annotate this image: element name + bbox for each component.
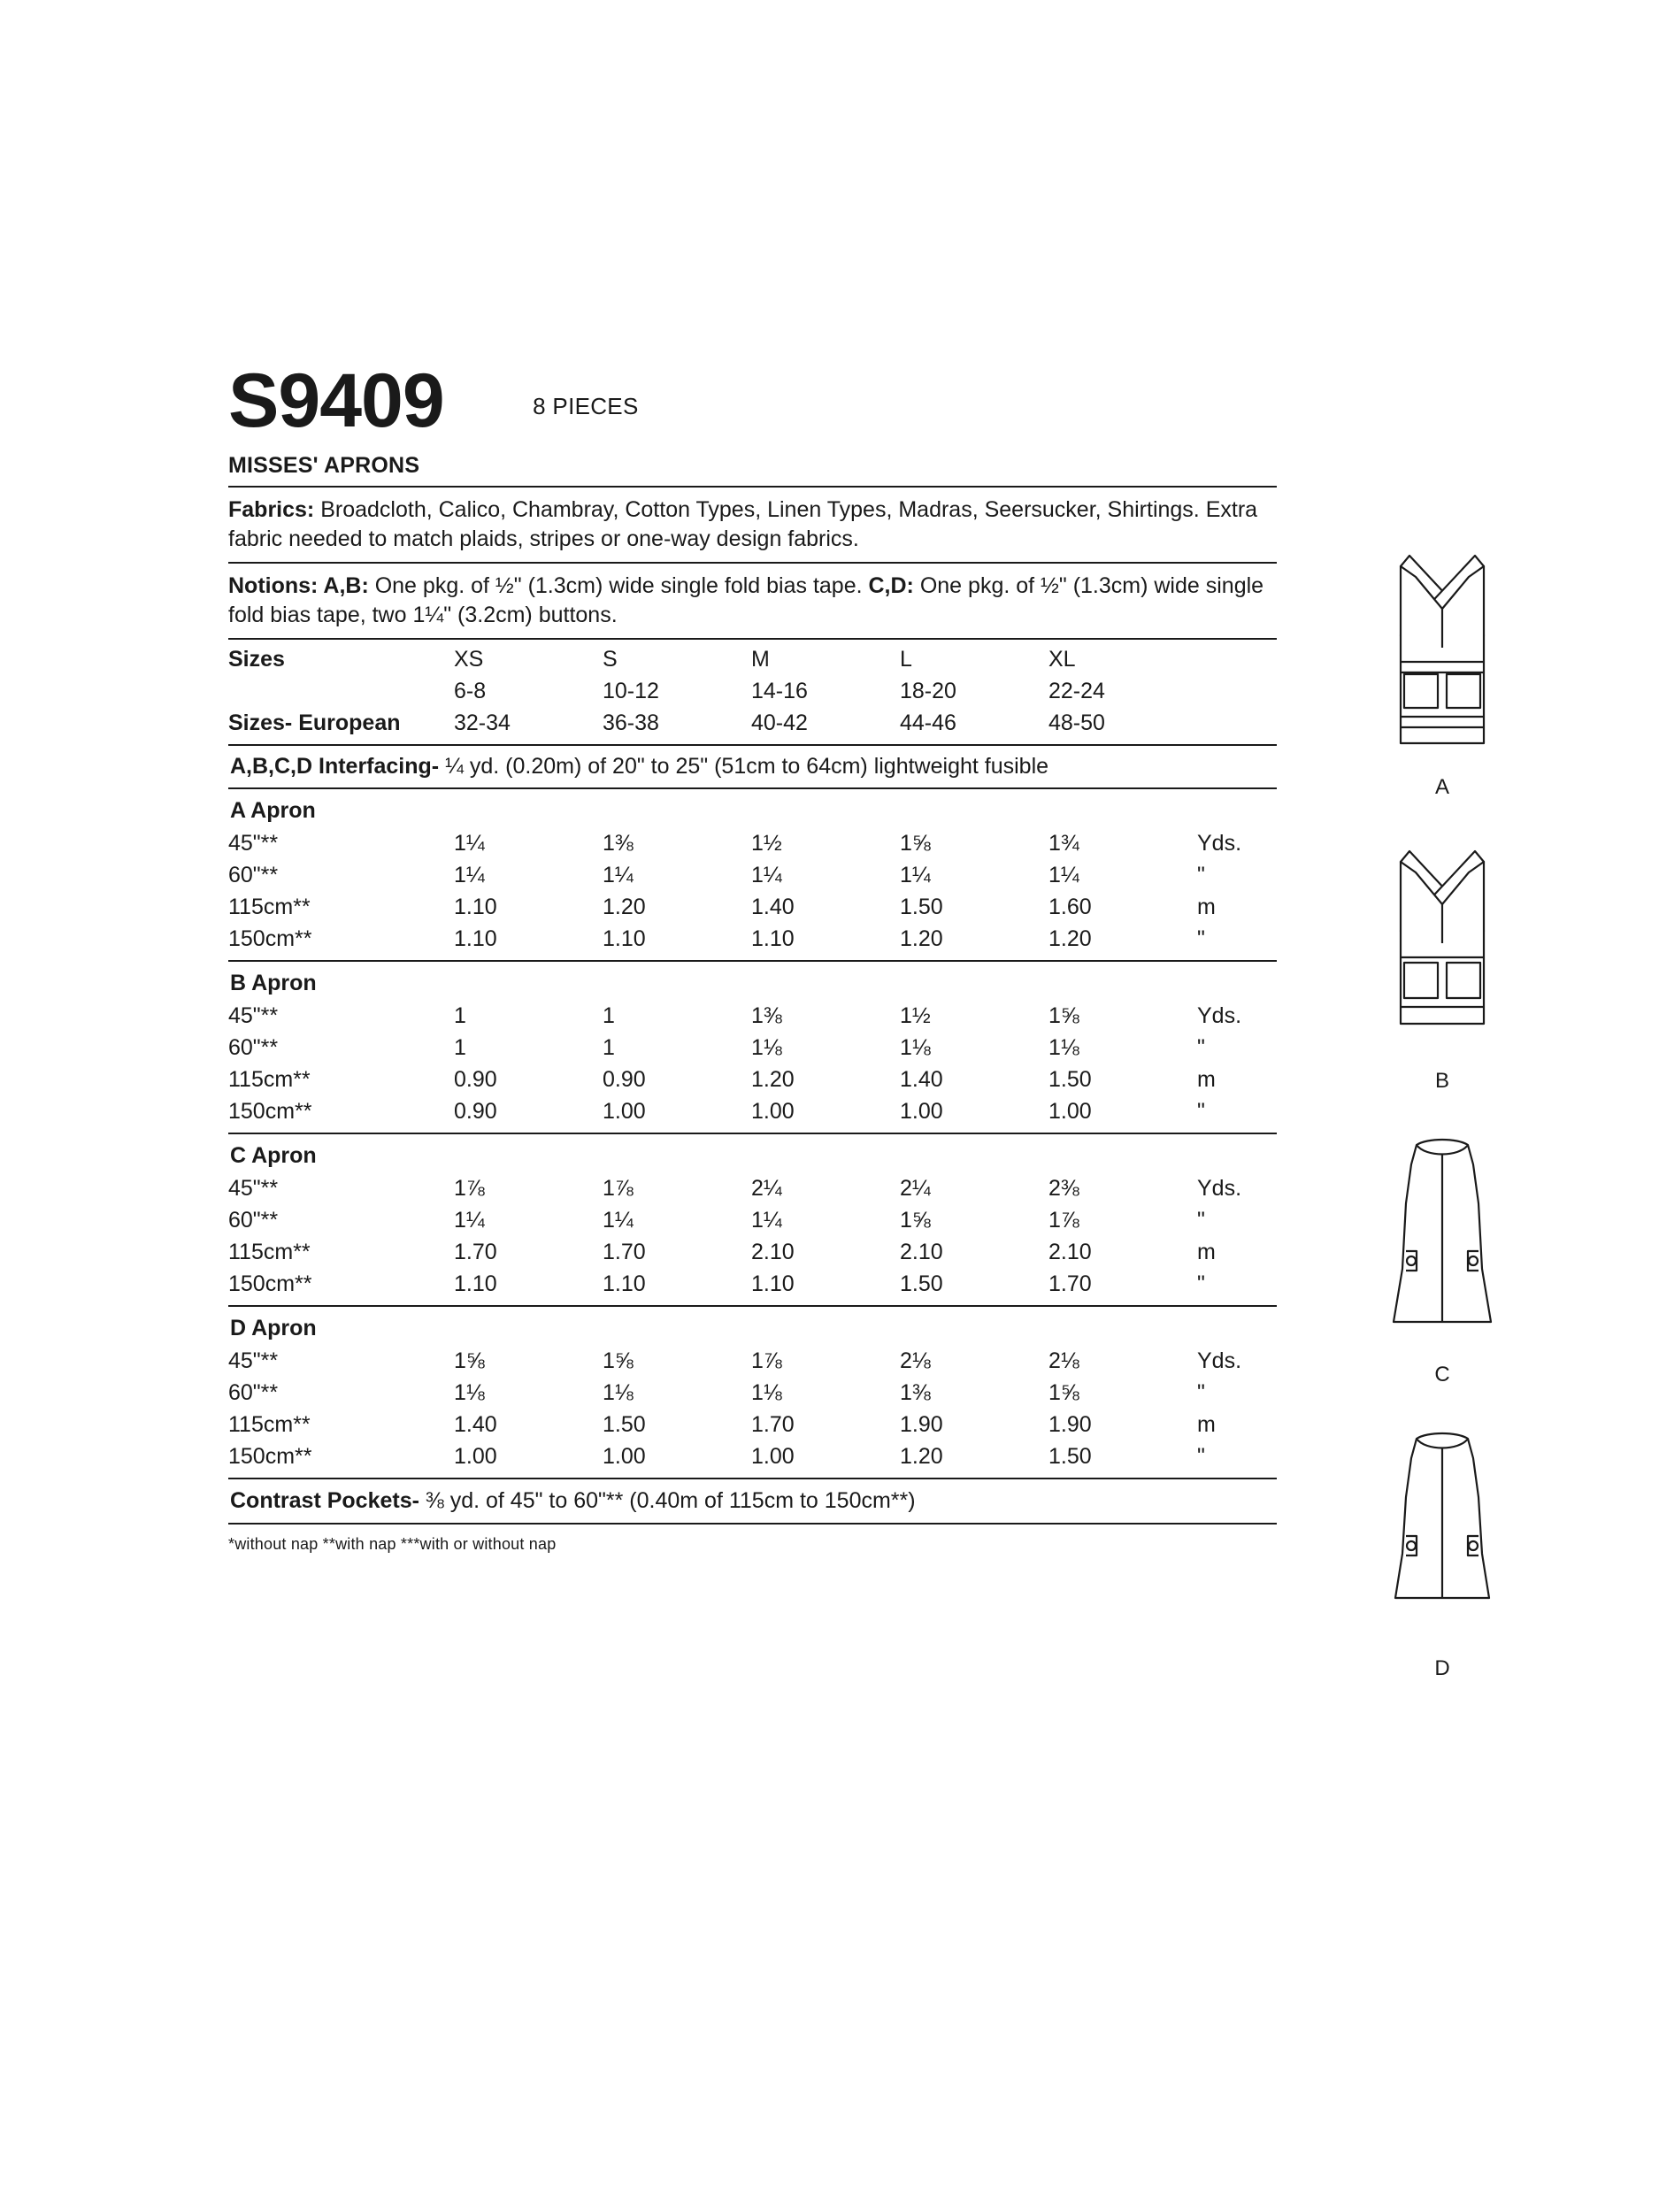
- yardage-m: 1.40: [751, 895, 795, 919]
- yardage-m: 1⅛: [751, 1035, 782, 1060]
- sizes-european-label: Sizes- European: [228, 710, 401, 735]
- yardage-xs: 1: [454, 1003, 466, 1028]
- yardage-l: 1⅛: [900, 1035, 931, 1060]
- yardage-table-b: [228, 1000, 1277, 1127]
- yardage-m: 1⅛: [751, 1380, 782, 1405]
- yardage-s: 1.70: [603, 1240, 646, 1264]
- yardage-xs: 1⅛: [454, 1380, 485, 1405]
- yardage-m: 1.00: [751, 1099, 795, 1124]
- yardage-l: 1.40: [900, 1067, 943, 1092]
- yardage-s: 0.90: [603, 1067, 646, 1092]
- size-eu-xs: 32-34: [454, 710, 511, 735]
- pieces-count: 8 PIECES: [533, 393, 639, 419]
- table-row-sizes-letters: [228, 643, 1277, 675]
- yardage-l: 1.00: [900, 1099, 943, 1124]
- table-row-sizes-european: [228, 707, 1277, 739]
- yardage-xl: 1.50: [1048, 1067, 1092, 1092]
- interfacing-label: A,B,C,D Interfacing-: [230, 754, 440, 779]
- apron-view-a-label: A: [1434, 775, 1449, 799]
- yardage-xs: 0.90: [454, 1067, 497, 1092]
- yardage-unit: Yds.: [1197, 1003, 1242, 1028]
- yardage-heading-d: D Apron: [230, 1316, 317, 1340]
- yardage-xl: 1⅛: [1048, 1035, 1079, 1060]
- table-row: [228, 1095, 1277, 1127]
- table-row: [228, 1268, 1277, 1300]
- table-row: [228, 1064, 1277, 1095]
- yardage-m: 1.10: [751, 926, 795, 951]
- yardage-l: 1⅝: [900, 1208, 931, 1233]
- yardage-xs: 1.70: [454, 1240, 497, 1264]
- yardage-xs: 1⅞: [454, 1176, 485, 1201]
- yardage-unit: ": [1197, 1444, 1205, 1469]
- apron-view-d: [1340, 1412, 1544, 1681]
- yardage-s: 1.20: [603, 895, 646, 919]
- sizes-label: Sizes: [228, 647, 285, 672]
- table-row: [228, 1000, 1277, 1032]
- yardage-s: 1⅞: [603, 1176, 634, 1201]
- yardage-table-c: [228, 1172, 1277, 1300]
- notions-label-ab: Notions: A,B:: [228, 573, 369, 598]
- yardage-xl: 1⅝: [1048, 1003, 1079, 1028]
- yardage-xl: 1.60: [1048, 895, 1092, 919]
- notions-text-ab: One pkg. of ½" (1.3cm) wide single fold bias tape.: [368, 573, 869, 598]
- fabric-width: 45"**: [228, 1348, 279, 1373]
- fabric-width: 45"**: [228, 831, 279, 856]
- size-letter-xl: XL: [1048, 647, 1076, 672]
- yardage-l: 2¼: [900, 1176, 931, 1201]
- table-row: [228, 1345, 1277, 1377]
- yardage-heading-a: A Apron: [230, 798, 316, 823]
- yardage-xs: 1.10: [454, 1271, 497, 1296]
- yardage-xl: 1.20: [1048, 926, 1092, 951]
- table-row: [228, 1377, 1277, 1409]
- yardage-s: 1.50: [603, 1412, 646, 1437]
- pattern-info-panel: [228, 358, 1290, 1554]
- header-row: [228, 358, 1290, 443]
- fabric-width: 115cm**: [228, 1240, 311, 1264]
- apron-view-d-label: D: [1434, 1656, 1450, 1680]
- table-row: [228, 1236, 1277, 1268]
- yardage-unit: ": [1197, 1099, 1205, 1124]
- yardage-s: 1.00: [603, 1099, 646, 1124]
- yardage-m: 2¼: [751, 1176, 782, 1201]
- table-row-sizes-us: [228, 675, 1277, 707]
- yardage-xl: 1.00: [1048, 1099, 1092, 1124]
- yardage-xl: 1.70: [1048, 1271, 1092, 1296]
- yardage-xs: 1: [454, 1035, 466, 1060]
- fabric-width: 115cm**: [228, 895, 311, 919]
- sizes-table: [228, 643, 1277, 739]
- fabric-width: 115cm**: [228, 1412, 311, 1437]
- table-row: [228, 1409, 1277, 1440]
- size-us-xl: 22-24: [1048, 679, 1105, 703]
- yardage-s: 1.10: [603, 1271, 646, 1296]
- yardage-unit: m: [1197, 1067, 1216, 1092]
- interfacing-text: ¼ yd. (0.20m) of 20" to 25" (51cm to 64cm) lightweight fusible: [439, 754, 1049, 779]
- interfacing-line: [228, 746, 1290, 787]
- size-letter-xs: XS: [454, 647, 484, 672]
- illustrations-column: [1310, 531, 1575, 1706]
- fabric-width: 150cm**: [228, 1271, 312, 1296]
- sizes-us-label: [228, 675, 454, 707]
- fabric-width: 45"**: [228, 1176, 279, 1201]
- apron-view-b: [1340, 825, 1544, 1094]
- fabric-width: 45"**: [228, 1003, 279, 1028]
- apron-view-a: [1340, 531, 1544, 800]
- table-row: [228, 1172, 1277, 1204]
- size-eu-l: 44-46: [900, 710, 956, 735]
- fabric-width: 150cm**: [228, 1099, 312, 1124]
- size-eu-s: 36-38: [603, 710, 659, 735]
- yardage-s: 1: [603, 1035, 615, 1060]
- yardage-xl: 2⅜: [1048, 1176, 1079, 1201]
- notions-label-cd: C,D:: [868, 573, 914, 598]
- yardage-xl: 1¼: [1048, 863, 1079, 887]
- yardage-s: 1.10: [603, 926, 646, 951]
- nap-footnote: *without nap **with nap ***with or without nap: [228, 1535, 557, 1553]
- size-letter-l: L: [900, 647, 912, 672]
- sizes-unit-blank: [1197, 643, 1277, 675]
- size-eu-m: 40-42: [751, 710, 808, 735]
- yardage-unit: ": [1197, 1035, 1205, 1060]
- yardage-xs: 1¼: [454, 831, 485, 856]
- size-letter-m: M: [751, 647, 770, 672]
- fabric-width: 60"**: [228, 1380, 279, 1405]
- yardage-s: 1⅜: [603, 831, 634, 856]
- yardage-s: 1⅛: [603, 1380, 634, 1405]
- size-letter-s: S: [603, 647, 618, 672]
- yardage-l: 1½: [900, 1003, 931, 1028]
- yardage-s: 1: [603, 1003, 615, 1028]
- yardage-xs: 1.10: [454, 895, 497, 919]
- table-row: [228, 1204, 1277, 1236]
- yardage-xs: 1¼: [454, 1208, 485, 1233]
- size-us-l: 18-20: [900, 679, 956, 703]
- yardage-unit: ": [1197, 926, 1205, 951]
- contrast-pockets-text: ⅜ yd. of 45" to 60"** (0.40m of 115cm to 150cm**): [419, 1488, 916, 1513]
- yardage-m: 1.20: [751, 1067, 795, 1092]
- yardage-m: 1¼: [751, 1208, 782, 1233]
- size-us-s: 10-12: [603, 679, 659, 703]
- fabric-width: 150cm**: [228, 926, 312, 951]
- yardage-l: 1¼: [900, 863, 931, 887]
- yardage-unit: m: [1197, 1412, 1216, 1437]
- yardage-unit: ": [1197, 1208, 1205, 1233]
- contrast-pockets-line: [228, 1479, 1290, 1523]
- yardage-s: 1.00: [603, 1444, 646, 1469]
- yardage-l: 2.10: [900, 1240, 943, 1264]
- yardage-l: 1⅝: [900, 831, 931, 856]
- yardage-s: 1¼: [603, 863, 634, 887]
- table-row: [228, 891, 1277, 923]
- yardage-unit: Yds.: [1197, 831, 1242, 856]
- yardage-m: 1¼: [751, 863, 782, 887]
- yardage-unit: ": [1197, 1380, 1205, 1405]
- size-us-m: 14-16: [751, 679, 808, 703]
- size-eu-xl: 48-50: [1048, 710, 1105, 735]
- yardage-heading-b: B Apron: [230, 971, 317, 995]
- yardage-m: 1.00: [751, 1444, 795, 1469]
- fabric-width: 115cm**: [228, 1067, 311, 1092]
- yardage-m: 2.10: [751, 1240, 795, 1264]
- yardage-xl: 2⅛: [1048, 1348, 1079, 1373]
- yardage-xs: 1.10: [454, 926, 497, 951]
- fabric-width: 60"**: [228, 863, 279, 887]
- fabrics-text: Broadcloth, Calico, Chambray, Cotton Types, Linen Types, Madras, Seersucker, Shirtings. Extra fabric needed to match plaids, stripes or one-way design fabrics.: [228, 497, 1258, 551]
- apron-view-b-label: B: [1434, 1069, 1449, 1093]
- table-row: [228, 923, 1277, 955]
- yardage-m: 1.10: [751, 1271, 795, 1296]
- notions-paragraph: [228, 564, 1272, 638]
- yardage-l: 1.20: [900, 1444, 943, 1469]
- yardage-unit: ": [1197, 863, 1205, 887]
- yardage-m: 1⅞: [751, 1348, 782, 1373]
- table-row: [228, 1440, 1277, 1472]
- yardage-xl: 1.90: [1048, 1412, 1092, 1437]
- notions-text-cd: One pkg. of ½" (1.3cm) wide single fold bias tape, two 1¼" (3.2cm) buttons.: [228, 573, 1264, 627]
- yardage-xl: 2.10: [1048, 1240, 1092, 1264]
- table-row: [228, 859, 1277, 891]
- fabric-width: 150cm**: [228, 1444, 312, 1469]
- yardage-xs: 1⅝: [454, 1348, 485, 1373]
- yardage-m: 1.70: [751, 1412, 795, 1437]
- yardage-unit: Yds.: [1197, 1176, 1242, 1201]
- yardage-xl: 1⅞: [1048, 1208, 1079, 1233]
- yardage-xl: 1⅝: [1048, 1380, 1079, 1405]
- fabrics-paragraph: [228, 488, 1272, 562]
- yardage-table-d: [228, 1345, 1277, 1472]
- yardage-table-a: [228, 827, 1277, 955]
- apron-view-c-label: C: [1434, 1363, 1450, 1386]
- yardage-xs: 1.00: [454, 1444, 497, 1469]
- table-row: [228, 1032, 1277, 1064]
- size-us-xs: 6-8: [454, 679, 487, 703]
- yardage-l: 1.90: [900, 1412, 943, 1437]
- apron-view-c: [1340, 1118, 1544, 1387]
- yardage-s: 1¼: [603, 1208, 634, 1233]
- table-row: [228, 827, 1277, 859]
- yardage-m: 1⅜: [751, 1003, 782, 1028]
- yardage-l: 1.50: [900, 895, 943, 919]
- yardage-l: 2⅛: [900, 1348, 931, 1373]
- yardage-unit: ": [1197, 1271, 1205, 1296]
- yardage-m: 1½: [751, 831, 782, 856]
- yardage-xs: 1.40: [454, 1412, 497, 1437]
- yardage-l: 1⅜: [900, 1380, 931, 1405]
- yardage-unit: m: [1197, 895, 1216, 919]
- yardage-unit: Yds.: [1197, 1348, 1242, 1373]
- contrast-pockets-label: Contrast Pockets-: [230, 1488, 419, 1513]
- yardage-xl: 1¾: [1048, 831, 1079, 856]
- yardage-xl: 1.50: [1048, 1444, 1092, 1469]
- yardage-l: 1.20: [900, 926, 943, 951]
- garment-title: MISSES' APRONS: [228, 453, 420, 478]
- yardage-heading-c: C Apron: [230, 1143, 317, 1168]
- yardage-xs: 0.90: [454, 1099, 497, 1124]
- fabric-width: 60"**: [228, 1035, 279, 1060]
- fabrics-label: Fabrics:: [228, 497, 315, 522]
- yardage-xs: 1¼: [454, 863, 485, 887]
- yardage-s: 1⅝: [603, 1348, 634, 1373]
- yardage-l: 1.50: [900, 1271, 943, 1296]
- yardage-unit: m: [1197, 1240, 1216, 1264]
- pattern-number: S9409: [228, 358, 444, 443]
- fabric-width: 60"**: [228, 1208, 279, 1233]
